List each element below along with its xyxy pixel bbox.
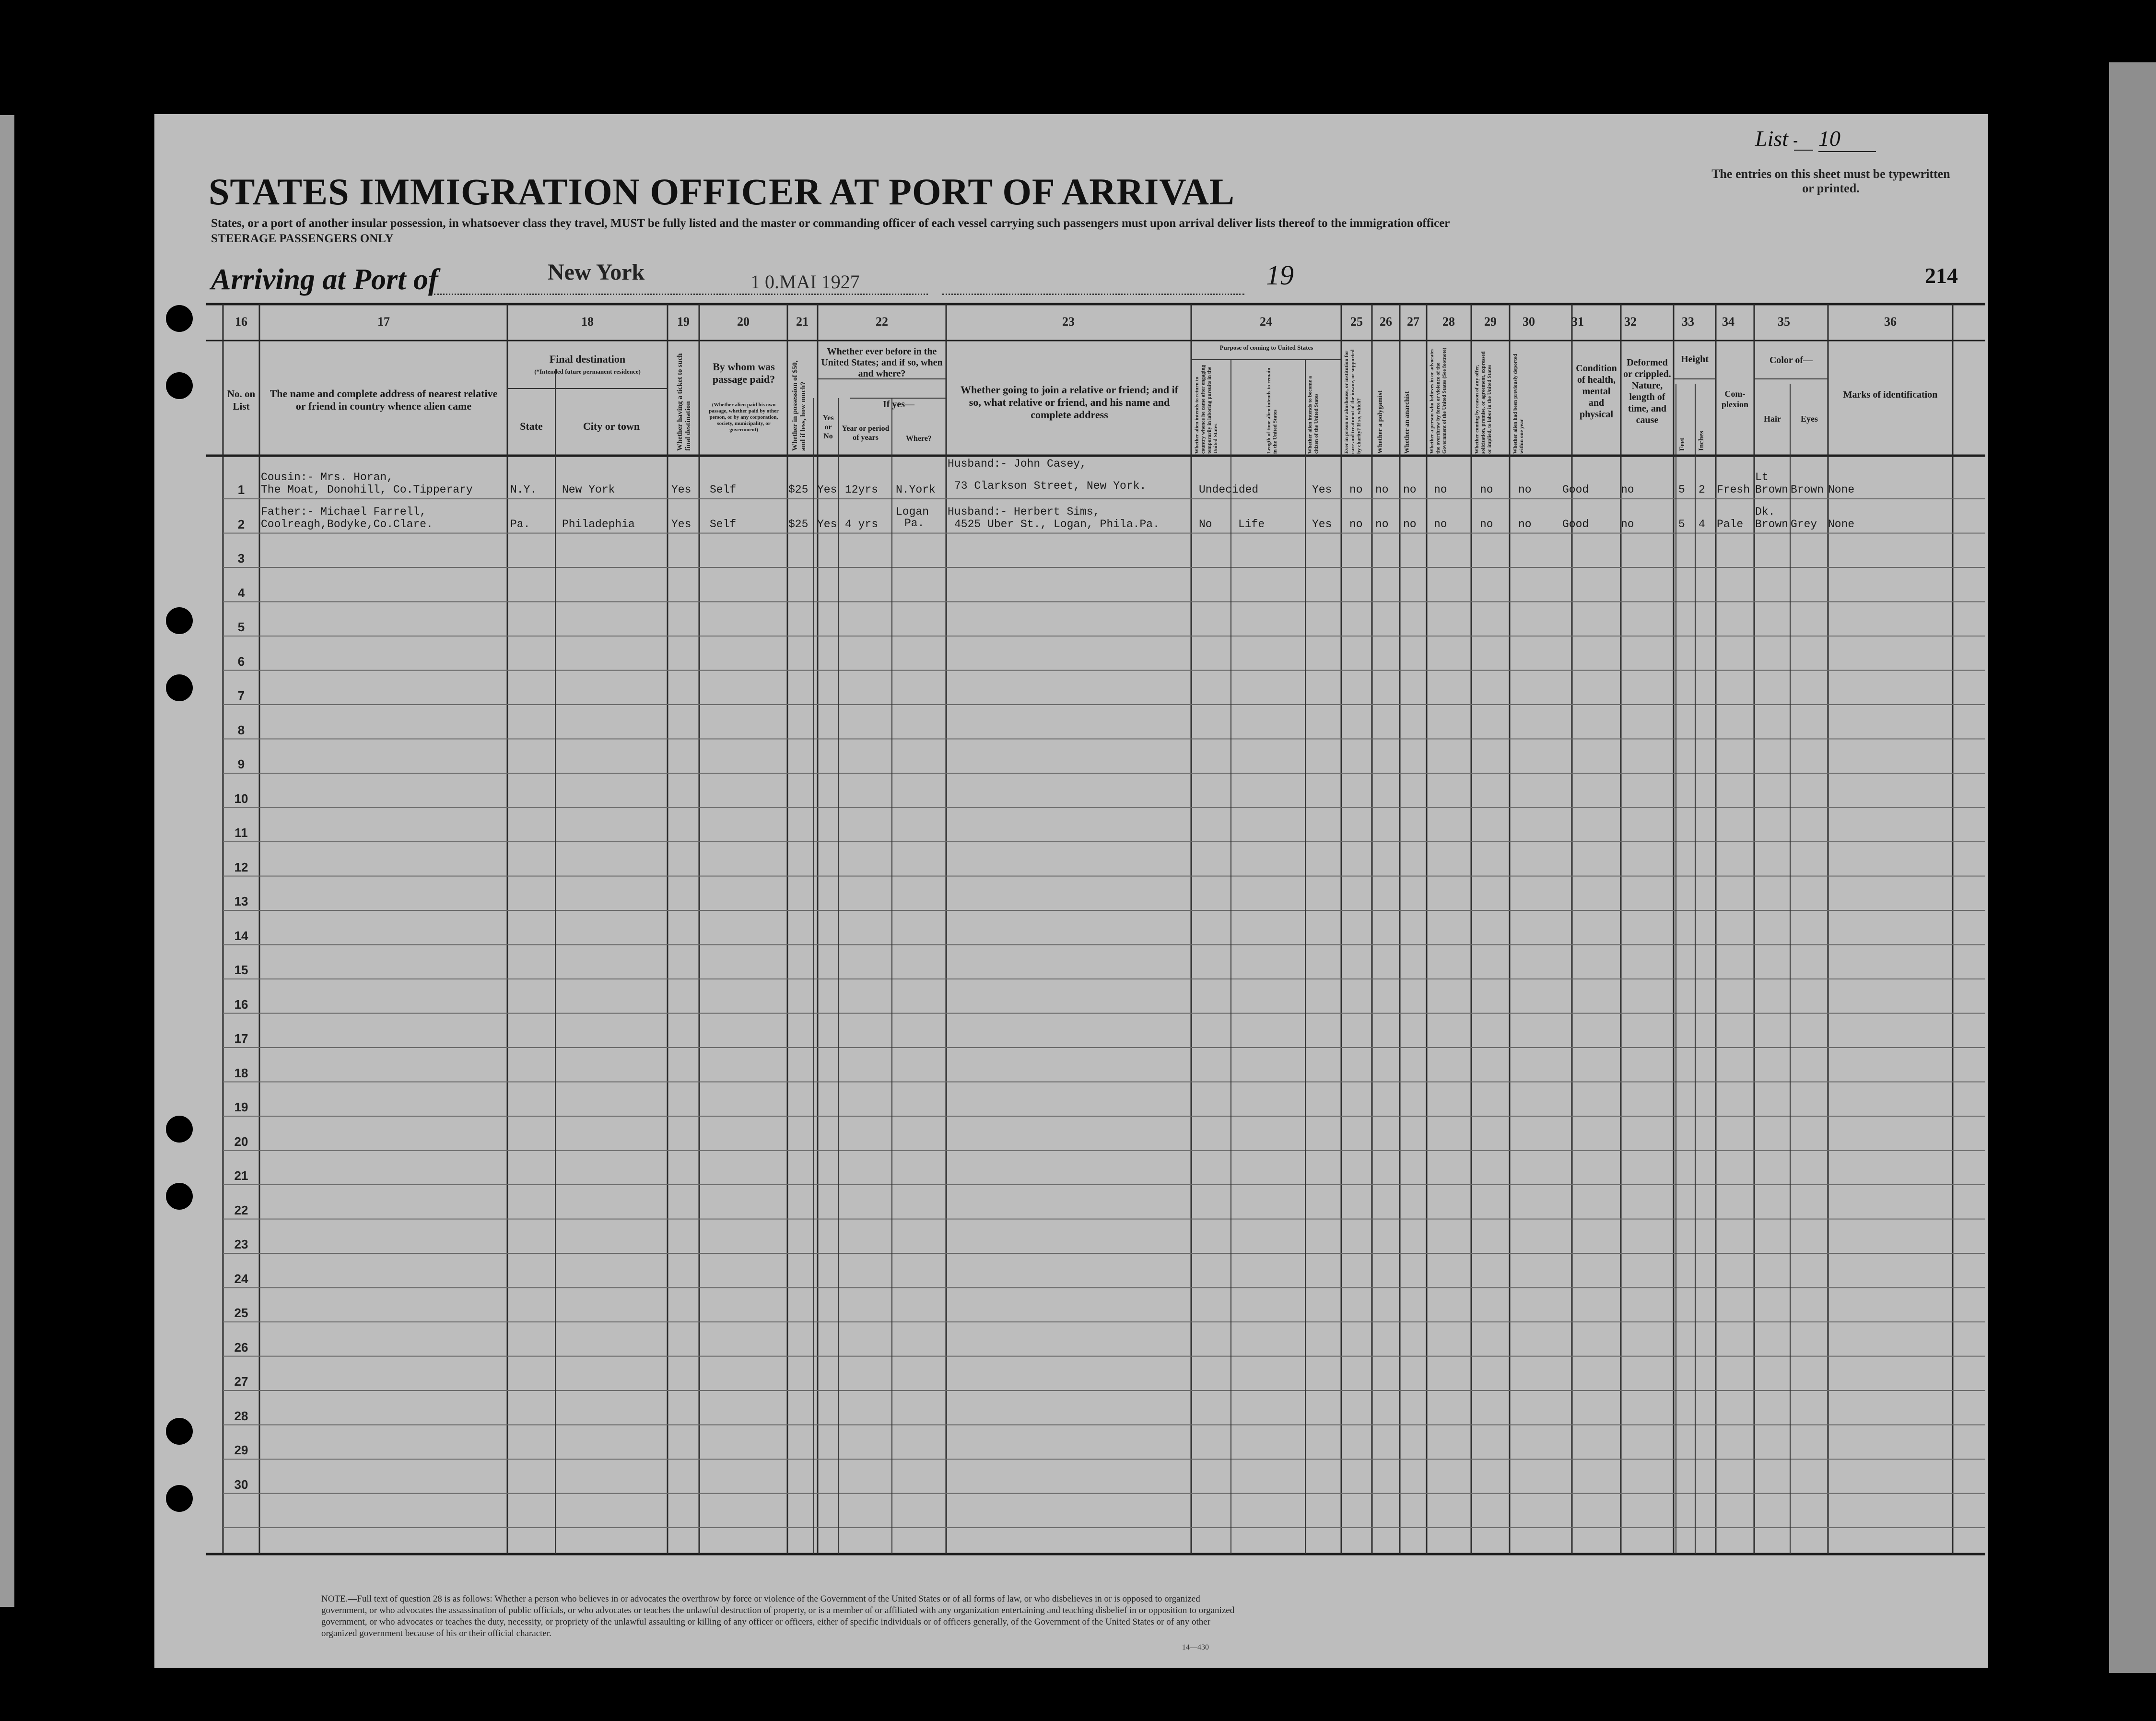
column-number: 24 [1260, 315, 1272, 329]
header-length-stay: Length of time alien intends to remain in the United States [1266, 367, 1278, 454]
prison-value: no [1349, 483, 1363, 496]
port-value: New York [548, 259, 645, 285]
marks-value: None [1828, 518, 1855, 530]
where-value: Logan [896, 505, 929, 518]
header-no-on-list: No. on List [227, 388, 256, 412]
before-in-us-value: Yes [817, 518, 837, 530]
row-number: 30 [234, 1477, 248, 1492]
header-state: State [520, 420, 543, 432]
prison-value: no [1349, 518, 1363, 530]
header-money: Whether in possession of $50, and if less, how much? [791, 360, 807, 451]
hair-color-line1: Lt [1755, 471, 1769, 483]
column-number: 16 [235, 315, 247, 329]
join-relative-address: 4525 Uber St., Logan, Phila.Pa. [954, 518, 1160, 530]
row-number: 22 [234, 1202, 248, 1217]
column-number: 28 [1442, 315, 1455, 329]
where-value-state: Pa. [904, 517, 925, 530]
row-number: 13 [234, 894, 248, 908]
page-title: STATES IMMIGRATION OFFICER AT PORT OF ARRIVAL [209, 171, 1235, 212]
form-number: 14—430 [1182, 1643, 1209, 1651]
header-if-yes: If yes— [882, 399, 915, 410]
column-number: 33 [1682, 315, 1694, 329]
column-number: 18 [581, 315, 594, 329]
footnote: NOTE.—Full text of question 28 is as follows: Whether a person who believes in or advocates the overthrow by force or violence of the Government of the United States or of all forms of law, or who disbelieves in or is opposed to organized government, or who advocates the assassination of public officials, or who advocates or teaches the unlawful destruction of property, or is a member of or affiliated with any organization entertaining and teaching disbelief in or opposition to organized government, or who advocates or teaches the duty, necessity, or propriety of the unlawful assaulting or killing of any officer or officers, either of specific individuals or of officers generally, of the Government of the United States or of any other organized government because of his or their official character. [321, 1594, 1235, 1638]
header-feet: Feet [1678, 437, 1686, 451]
deported-value: no [1518, 483, 1532, 496]
ticket-value: Yes [671, 483, 691, 496]
relative-address: The Moat, Donohill, Co.Tipperary [261, 483, 473, 496]
column-number: 30 [1523, 315, 1535, 329]
complexion-value: Fresh [1717, 483, 1750, 496]
typewritten-note: The entries on this sheet must be typewritten or printed. [1711, 167, 1950, 195]
marks-value: None [1828, 483, 1855, 496]
where-value: N.York [896, 483, 936, 496]
hair-color-line2: Brown [1755, 518, 1789, 530]
join-relative-name: Husband:- Herbert Sims, [948, 505, 1100, 518]
instructions-line: States, or a port of another insular possession, in whatsoever class they travel, MUST be fully listed and the master or commanding officer of each vessel carrying such passengers must upon arrival deliver lists thereof to the immigration officer [211, 217, 1450, 230]
eye-color-value: Grey [1791, 518, 1817, 530]
length-stay-value: Life [1238, 518, 1265, 530]
deported-value: no [1518, 518, 1532, 530]
deformed-value: no [1621, 483, 1634, 496]
join-relative-name: Husband:- John Casey, [948, 458, 1087, 470]
header-join-relative: Whether going to join a relative or friend; and if so, what relative or friend, and his name and complete address [960, 384, 1179, 421]
header-ticket: Whether having a ticket to such final destination [676, 353, 692, 451]
row-number: 21 [234, 1168, 248, 1183]
row-number: 3 [237, 551, 245, 566]
overthrow-value: no [1434, 518, 1447, 530]
column-number: 27 [1407, 315, 1419, 329]
return-intent-value: No [1199, 518, 1212, 530]
health-value: Good [1562, 518, 1589, 530]
row-number: 29 [234, 1443, 248, 1457]
health-value: Good [1562, 483, 1589, 496]
row-number: 28 [234, 1408, 248, 1423]
header-passage-paid-note: (Whether alien paid his own passage, whether paid by other person, or by any corporation, society, municipality, or government) [709, 402, 779, 433]
column-number: 19 [677, 315, 690, 329]
row-number: 6 [237, 654, 245, 669]
row-number: 5 [237, 620, 245, 634]
header-polygamist: Whether a polygamist [1377, 390, 1384, 454]
header-before-in-us: Whether ever before in the United States; and if so, when and where? [821, 346, 943, 379]
row-number: 10 [234, 791, 248, 806]
header-year-period: Year or period of years [842, 424, 890, 442]
row-number: 1 [237, 483, 245, 497]
column-number: 25 [1350, 315, 1363, 329]
row-number: 11 [234, 825, 248, 840]
eye-color-value: Brown [1791, 483, 1824, 496]
header-height: Height [1681, 354, 1709, 365]
header-labor-offer: Whether coming by reason of any offer, solicitation, promise, or agreement, expressed or implied, to labor in the United States [1474, 351, 1492, 454]
page-number: 214 [1925, 263, 1958, 288]
header-inches: Inches [1698, 431, 1705, 451]
money-value: $25 [788, 518, 808, 530]
header-nearest-relative: The name and complete address of nearest relative or friend in country whence alien came [270, 388, 498, 412]
column-number: 22 [876, 315, 888, 329]
header-eyes: Eyes [1801, 414, 1818, 424]
relative-name: Father:- Michael Farrell, [261, 505, 427, 518]
overthrow-value: no [1434, 483, 1447, 496]
header-purpose: Purpose of coming to United States [1219, 344, 1313, 351]
citizen-value: Yes [1312, 483, 1332, 496]
labor-offer-value: no [1480, 518, 1493, 530]
passage-paid-value: Self [710, 518, 737, 530]
row-number: 24 [234, 1271, 248, 1286]
column-number: 35 [1778, 315, 1790, 329]
column-number: 34 [1722, 315, 1734, 329]
date-stamp: 1 0.MAI 1927 [750, 271, 860, 293]
row-number: 16 [234, 997, 248, 1012]
row-number: 26 [234, 1340, 248, 1355]
row-number: 8 [237, 722, 245, 737]
row-number: 18 [234, 1065, 248, 1080]
polygamist-value: no [1375, 518, 1389, 530]
header-prison: Ever in prison or almshouse, or institution for care and treatment of the insane, or supported by charity? If so, which? [1344, 349, 1362, 454]
column-number: 26 [1380, 315, 1392, 329]
labor-offer-value: no [1480, 483, 1493, 496]
period-value: 12yrs [845, 483, 879, 496]
deformed-value: no [1621, 518, 1634, 530]
column-number: 17 [377, 315, 390, 329]
passage-paid-value: Self [710, 483, 737, 496]
year-field: 19 [1266, 259, 1294, 291]
steerage-label: STEERAGE PASSENGERS ONLY [211, 232, 394, 245]
relative-address: Coolreagh,Bodyke,Co.Clare. [261, 518, 433, 530]
row-number: 20 [234, 1134, 248, 1149]
hair-color-line2: Brown [1755, 483, 1789, 496]
arriving-label: Arriving at Port of [211, 263, 438, 296]
row-number: 14 [234, 928, 248, 943]
row-number: 19 [234, 1100, 248, 1114]
header-deformed: Deformed or crippled. Nature, length of time, and cause [1623, 357, 1671, 425]
header-hair: Hair [1764, 414, 1781, 424]
row-number: 2 [237, 517, 245, 531]
header-color-of: Color of— [1769, 355, 1813, 365]
money-value: $25 [788, 483, 808, 496]
row-number: 25 [234, 1306, 248, 1320]
header-become-citizen: Whether alien intends to become a citizen of the United States [1307, 376, 1319, 454]
hair-color-line1: Dk. [1755, 505, 1775, 518]
list-number-value: 10 [1818, 126, 1876, 152]
column-number: 20 [737, 315, 750, 329]
column-number: 31 [1571, 315, 1584, 329]
state-value: N.Y. [510, 483, 537, 496]
header-health: Condition of health, mental and physical [1576, 363, 1617, 420]
state-value: Pa. [510, 518, 530, 530]
complexion-value: Pale [1717, 518, 1744, 530]
before-in-us-value: Yes [817, 483, 837, 496]
row-number: 17 [234, 1031, 248, 1046]
header-passage-paid: By whom was passage paid? [712, 361, 775, 385]
column-number: 23 [1062, 315, 1075, 329]
header-anarchist: Whether an anarchist [1404, 391, 1411, 454]
city-value: New York [562, 483, 615, 496]
column-number: 32 [1624, 315, 1637, 329]
height-inches-value: 4 [1699, 518, 1705, 530]
column-number: 29 [1484, 315, 1497, 329]
row-number: 27 [234, 1374, 248, 1389]
row-number: 23 [234, 1237, 248, 1251]
header-final-destination: Final destination [549, 353, 626, 365]
join-relative-address: 73 Clarkson Street, New York. [954, 480, 1147, 492]
height-feet-value: 5 [1678, 518, 1685, 530]
row-number: 7 [237, 688, 245, 703]
header-deported: Whether alien had been previously deported within one year [1512, 354, 1524, 454]
height-feet-value: 5 [1678, 483, 1685, 496]
header-where: Where? [906, 435, 932, 443]
anarchist-value: no [1403, 483, 1417, 496]
row-number: 4 [237, 585, 245, 600]
header-marks: Marks of identification [1843, 389, 1938, 400]
header-overthrow: Whether a person who believes in or advocates the overthrow by force or violence of the Government of the United States (See footnote) [1429, 347, 1447, 454]
row-number: 15 [234, 963, 248, 977]
relative-name: Cousin:- Mrs. Horan, [261, 471, 394, 483]
citizen-value: Yes [1312, 518, 1332, 530]
period-value: 4 yrs [845, 518, 879, 530]
polygamist-value: no [1375, 483, 1389, 496]
row-number: 9 [237, 757, 245, 771]
ticket-value: Yes [671, 518, 691, 530]
header-city: City or town [583, 420, 640, 432]
header-yes-no: Yes or No [822, 414, 834, 440]
column-number: 21 [796, 315, 808, 329]
return-intent-value: Undecided [1199, 483, 1259, 496]
height-inches-value: 2 [1699, 483, 1705, 496]
header-return-intent: Whether alien intends to return to country whence he came after engaging temporarily in laboring pursuits in the United States [1194, 365, 1219, 454]
row-number: 12 [234, 860, 248, 874]
anarchist-value: no [1403, 518, 1417, 530]
list-number: List 10 [1755, 126, 1876, 152]
column-number: 36 [1884, 315, 1897, 329]
city-value: Philadephia [562, 518, 635, 530]
header-final-destination-note: (*Intended future permanent residence) [534, 368, 641, 375]
header-complexion: Com-plexion [1721, 389, 1748, 409]
